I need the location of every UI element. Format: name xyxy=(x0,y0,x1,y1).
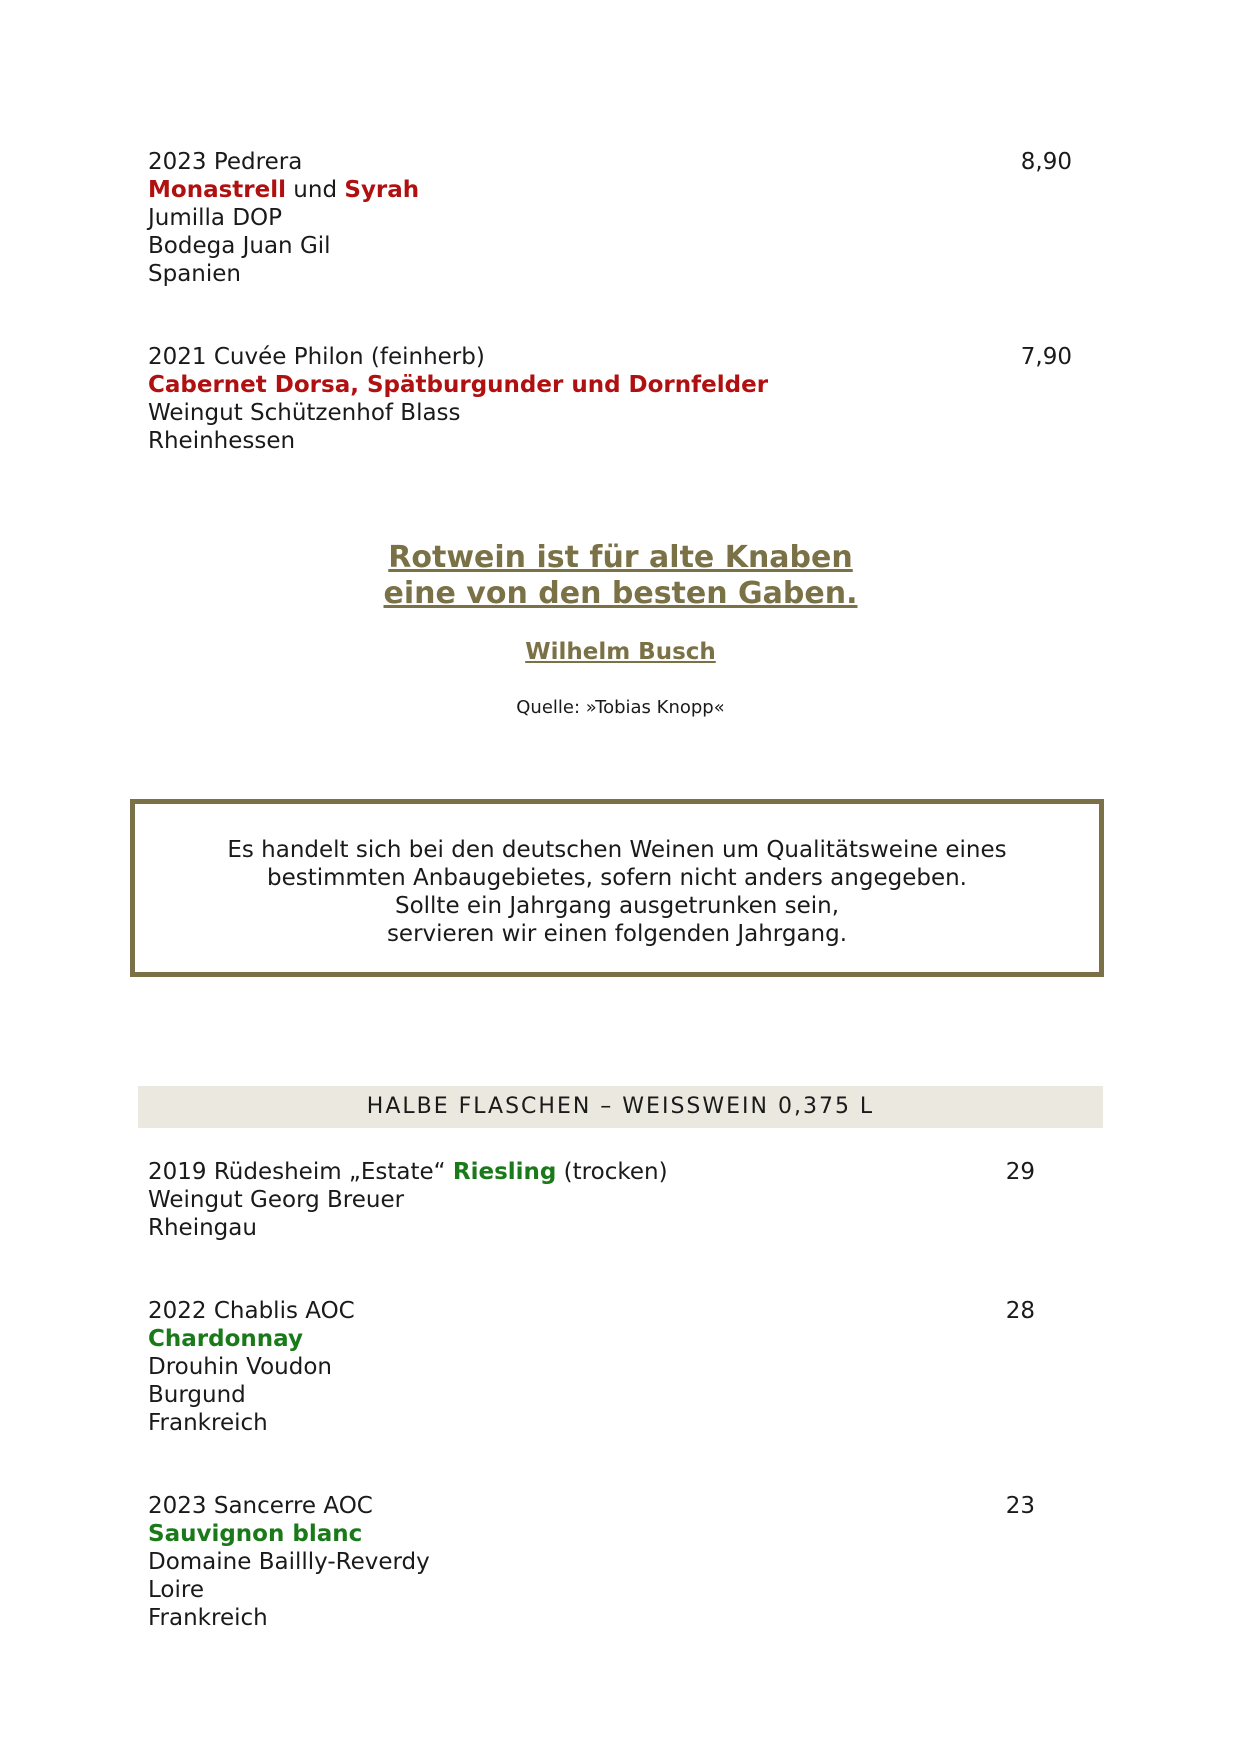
wine-entry xyxy=(148,1297,355,1437)
notice-line: bestimmten Anbaugebietes, sofern nicht anders angegeben. xyxy=(267,865,967,891)
quote-source: Quelle: »Tobias Knopp« xyxy=(516,697,725,718)
wine-country: Frankreich xyxy=(148,1410,268,1436)
notice-line: Sollte ein Jahrgang ausgetrunken sein, xyxy=(394,893,840,919)
grape-name: Monastrell xyxy=(148,177,286,203)
wine-title: 2023 Pedrera xyxy=(148,149,303,175)
grape-joiner: und xyxy=(285,177,345,203)
grape-name: Sauvignon blanc xyxy=(148,1521,363,1547)
wine-title: 2023 Sancerre AOC xyxy=(148,1493,373,1519)
wine-producer: Weingut Schützenhof Blass xyxy=(148,400,461,426)
grape-name: Chardonnay xyxy=(148,1326,303,1352)
quote-text xyxy=(0,540,1241,612)
notice-line: Es handelt sich bei den deutschen Weinen um Qualitätsweine eines xyxy=(227,837,1007,863)
wine-title xyxy=(148,1158,668,1186)
wine-producer: Bodega Juan Gil xyxy=(148,233,331,259)
wine-price: 8,90 xyxy=(1020,149,1072,175)
wine-price: 29 xyxy=(1005,1159,1035,1185)
wine-region: Rheinhessen xyxy=(148,428,296,454)
wine-region: Burgund xyxy=(148,1382,246,1408)
grape-name: Syrah xyxy=(344,177,420,203)
grape-name: Riesling xyxy=(452,1159,557,1185)
wine-region: Loire xyxy=(148,1577,204,1603)
wine-entry xyxy=(148,1158,668,1242)
wine-entry xyxy=(148,1492,430,1632)
wine-producer: Weingut Georg Breuer xyxy=(148,1187,405,1213)
quote-author: Wilhelm Busch xyxy=(525,639,716,665)
wine-entry xyxy=(148,343,768,455)
quote-line: eine von den besten Gaben. xyxy=(383,576,858,611)
wine-region: Rheingau xyxy=(148,1215,257,1241)
notice-box xyxy=(130,799,1104,977)
section-header: HALBE FLASCHEN – WEISSWEIN 0,375 L xyxy=(138,1086,1103,1128)
wine-country: Frankreich xyxy=(148,1605,268,1631)
wine-producer: Domaine Baillly-Reverdy xyxy=(148,1549,430,1575)
wine-title: 2021 Cuvée Philon (feinherb) xyxy=(148,344,485,370)
wine-price: 23 xyxy=(1005,1493,1035,1519)
wine-entry xyxy=(148,148,419,288)
wine-grapes xyxy=(148,176,419,204)
wine-appellation: Jumilla DOP xyxy=(148,205,283,231)
notice-text xyxy=(135,804,1099,948)
wine-grapes: Cabernet Dorsa, Spätburgunder und Dornfelder xyxy=(148,372,769,398)
wine-price: 7,90 xyxy=(1020,344,1072,370)
wine-title-prefix: 2019 Rüdesheim „Estate“ xyxy=(148,1159,453,1185)
wine-country: Spanien xyxy=(148,261,241,287)
quote-line: Rotwein ist für alte Knaben xyxy=(388,540,853,575)
notice-line: servieren wir einen folgenden Jahrgang. xyxy=(386,921,848,947)
wine-producer: Drouhin Voudon xyxy=(148,1354,333,1380)
wine-title-suffix: (trocken) xyxy=(556,1159,668,1185)
wine-price: 28 xyxy=(1005,1298,1035,1324)
wine-title: 2022 Chablis AOC xyxy=(148,1298,355,1324)
